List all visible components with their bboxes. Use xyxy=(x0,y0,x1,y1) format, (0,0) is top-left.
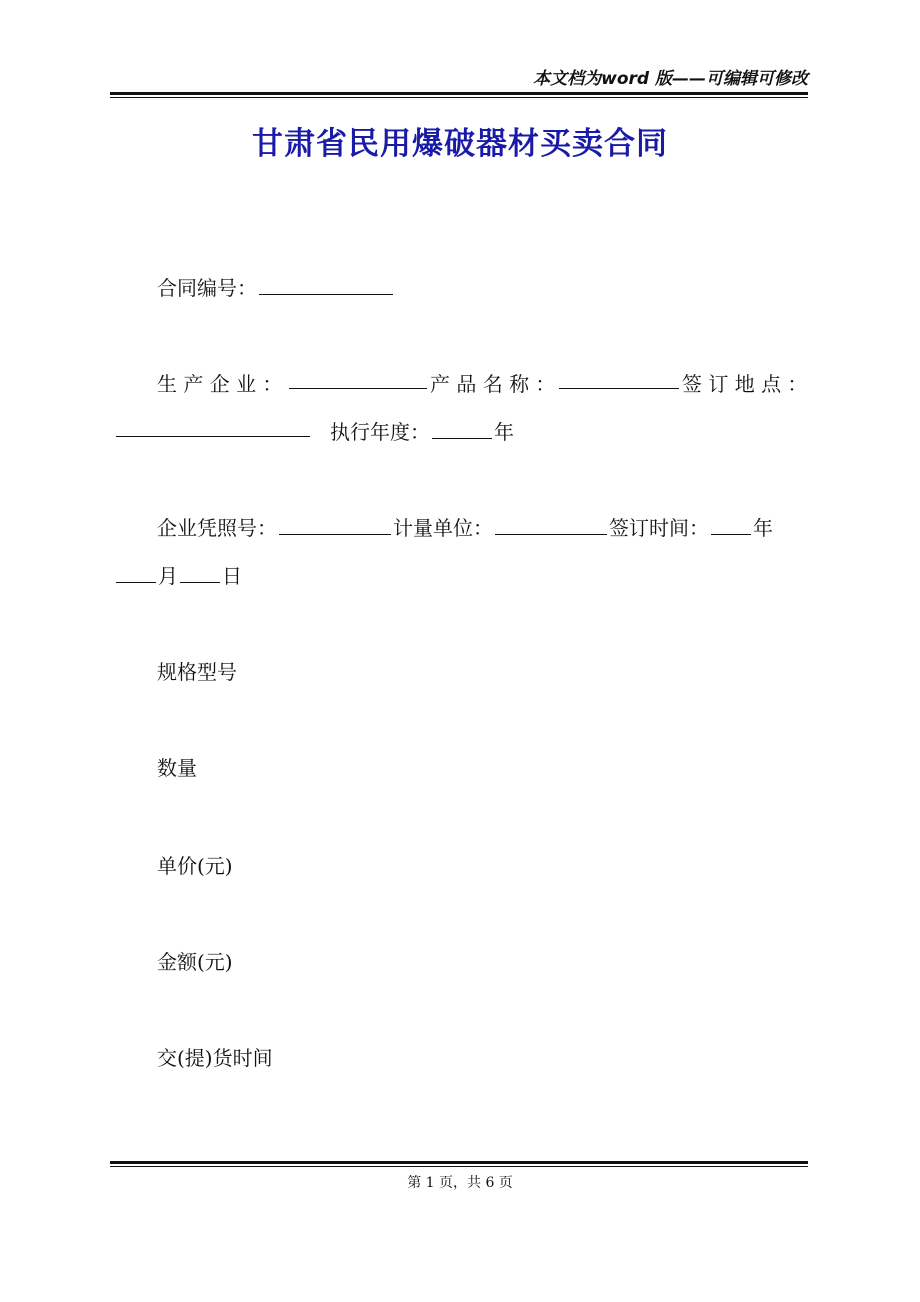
license-blank[interactable] xyxy=(279,516,391,535)
sign-place-blank[interactable] xyxy=(116,418,310,437)
document-title: 甘肃省民用爆破器材买卖合同 xyxy=(252,126,668,162)
sign-date-line xyxy=(114,560,242,589)
contract-no-label: 合同编号： xyxy=(157,276,257,300)
unit-price-label: 单价(元) xyxy=(157,854,233,878)
amount-label: 金额(元) xyxy=(157,950,233,974)
sign-month-blank[interactable] xyxy=(116,564,156,583)
footer-rule-thick xyxy=(110,1161,808,1164)
exec-year-blank[interactable] xyxy=(432,420,492,439)
exec-year-label: 执行年度： xyxy=(330,420,430,444)
sign-year-suffix: 年 xyxy=(753,516,773,540)
producer-label: 生 产 企 业 ： xyxy=(157,372,283,396)
unit-label: 计量单位： xyxy=(393,516,493,540)
header-rule-thick xyxy=(110,92,808,95)
delivery-label: 交(提)货时间 xyxy=(157,1046,273,1070)
license-line xyxy=(157,512,773,541)
footer-rule-thin xyxy=(110,1166,808,1167)
unit-blank[interactable] xyxy=(495,516,607,535)
sign-day-blank[interactable] xyxy=(180,564,220,583)
contract-no-blank[interactable] xyxy=(259,276,393,295)
product-name-label: 产 品 名 称 ： xyxy=(430,372,556,396)
sign-time-label: 签订时间： xyxy=(609,516,709,540)
header-rule-thin xyxy=(110,97,808,98)
sign-year-blank[interactable] xyxy=(711,516,751,535)
producer-blank[interactable] xyxy=(289,370,427,389)
header-note: 本文档为word 版——可编辑可修改 xyxy=(533,69,808,89)
contract-no-line xyxy=(157,272,395,301)
page-number: 第 1 页，共 6 页 xyxy=(407,1175,513,1191)
license-label: 企业凭照号： xyxy=(157,516,277,540)
sign-month-suffix: 月 xyxy=(158,564,178,588)
sign-place-label: 签 订 地 点 ： xyxy=(682,372,808,396)
quantity-label: 数量 xyxy=(157,756,197,780)
sign-day-suffix: 日 xyxy=(222,564,242,588)
spec-label: 规格型号 xyxy=(157,660,237,684)
product-name-blank[interactable] xyxy=(559,370,679,389)
exec-year-line xyxy=(330,416,514,445)
exec-year-suffix: 年 xyxy=(494,420,514,444)
